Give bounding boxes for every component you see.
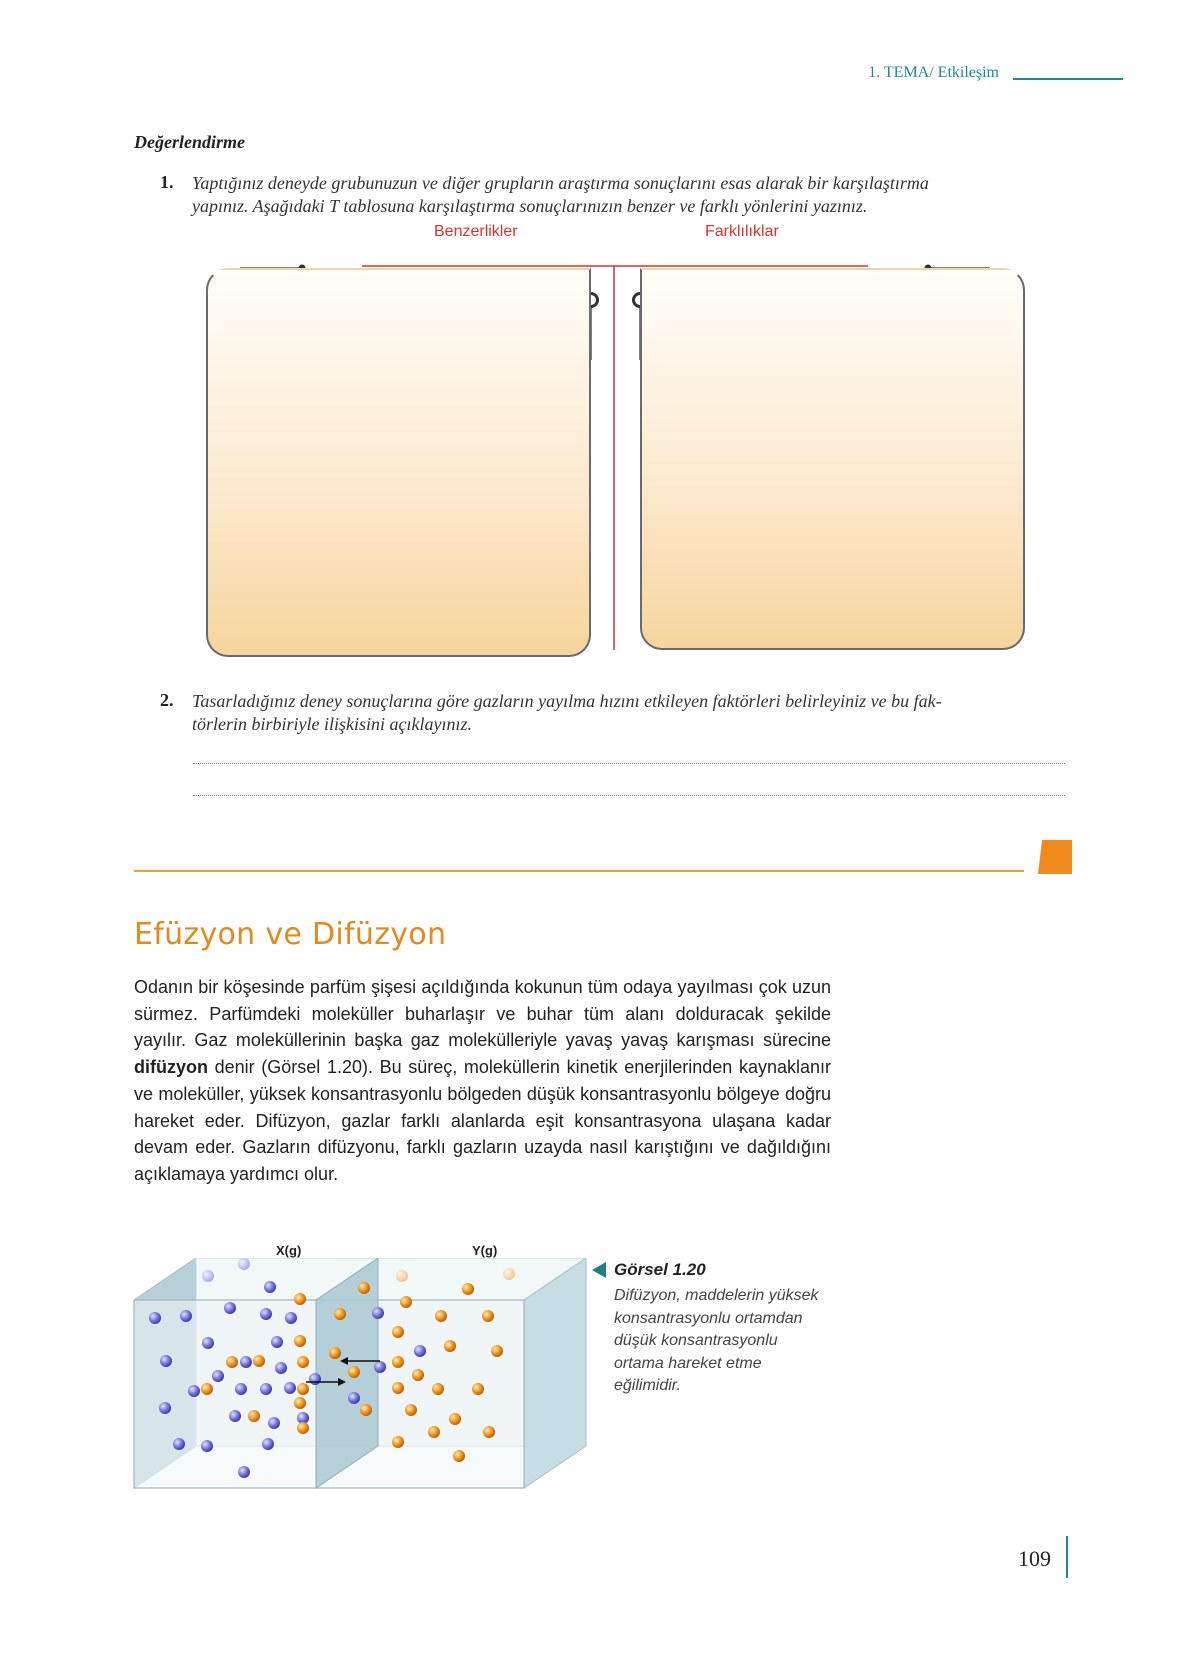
figure-caption-text: Difüzyon, maddelerin yüksek konsantrasyonlu ortamdan düşük konsantrasyonlu ortama hareket etme eğilimidir. xyxy=(614,1287,819,1394)
question-1-line-1: Yaptığınız deneyde grubunuzun ve diğer grupların araştırma sonuçlarını esas alarak bir karşılaştırma xyxy=(192,173,929,193)
paragraph-part-1: Odanın bir köşesinde parfüm şişesi açıldığında kokunun tüm odaya yayılması çok uzun sürmez. Parfümdeki moleküller buharlaşır ve buhar tüm alanı dolduracak şekilde yayılır. Gaz moleküllerinin başka gaz molekülleriyle yavaş yavaş karışması sürecine xyxy=(134,977,831,1051)
page-number-bar xyxy=(1066,1536,1068,1578)
t-table-right-label: Farklılıklar xyxy=(705,223,779,240)
figure-caption-title: Görsel 1.20 xyxy=(614,1260,706,1279)
question-1-line-2: yapınız. Aşağıdaki T tablosuna karşılaştırma sonuçlarınızın benzer ve farklı yönlerini yazınız. xyxy=(192,196,868,216)
question-2-line-2: törlerin birbiriyle ilişkisini açıklayınız. xyxy=(192,714,472,734)
answer-line-2[interactable] xyxy=(193,795,1065,796)
page-number: 109 xyxy=(1018,1546,1051,1571)
caption-pointer-icon xyxy=(592,1262,606,1278)
evaluation-title: Değerlendirme xyxy=(134,132,245,152)
section-tab-marker xyxy=(1038,840,1072,874)
answer-line-1[interactable] xyxy=(193,763,1065,764)
question-2-number: 2. xyxy=(160,690,174,710)
body-paragraph xyxy=(134,974,831,1188)
question-2-line-1: Tasarladığınız deney sonuçlarına göre gazların yayılma hızını etkileyen faktörleri belirleyiniz ve bu fak- xyxy=(192,691,942,711)
paragraph-part-2: denir (Görsel 1.20). Bu süreç, moleküllerin kinetik enerjilerinden kaynaklanır ve moleküller, yüksek konsantrasyonlu bölgeden düşük konsantrasyonlu bölgeye doğru hareket eder. Difüzyon, gazlar farklı alanlarda eşit konsantrasyona ulaşana kadar devam eder. Gazların difüzyonu, farklı gazların uzayda nasıl karıştığını ve dağıldığını açıklamaya yardımcı olur. xyxy=(134,1057,831,1184)
question-1-number: 1. xyxy=(160,172,174,192)
section-divider xyxy=(134,870,1024,872)
question-2-text xyxy=(192,690,1072,736)
similarities-box[interactable] xyxy=(206,268,591,657)
diffusion-diagram xyxy=(128,1258,598,1518)
section-title: Efüzyon ve Difüzyon xyxy=(134,917,447,952)
gas-x-label: X(g) xyxy=(276,1243,302,1258)
differences-box[interactable] xyxy=(640,268,1025,650)
term-difuzyon: difüzyon xyxy=(134,1057,208,1078)
gas-y-label: Y(g) xyxy=(472,1243,498,1258)
t-table-left-label: Benzerlikler xyxy=(434,223,518,240)
tema-label: 1. TEMA/ Etkileşim xyxy=(868,64,999,81)
